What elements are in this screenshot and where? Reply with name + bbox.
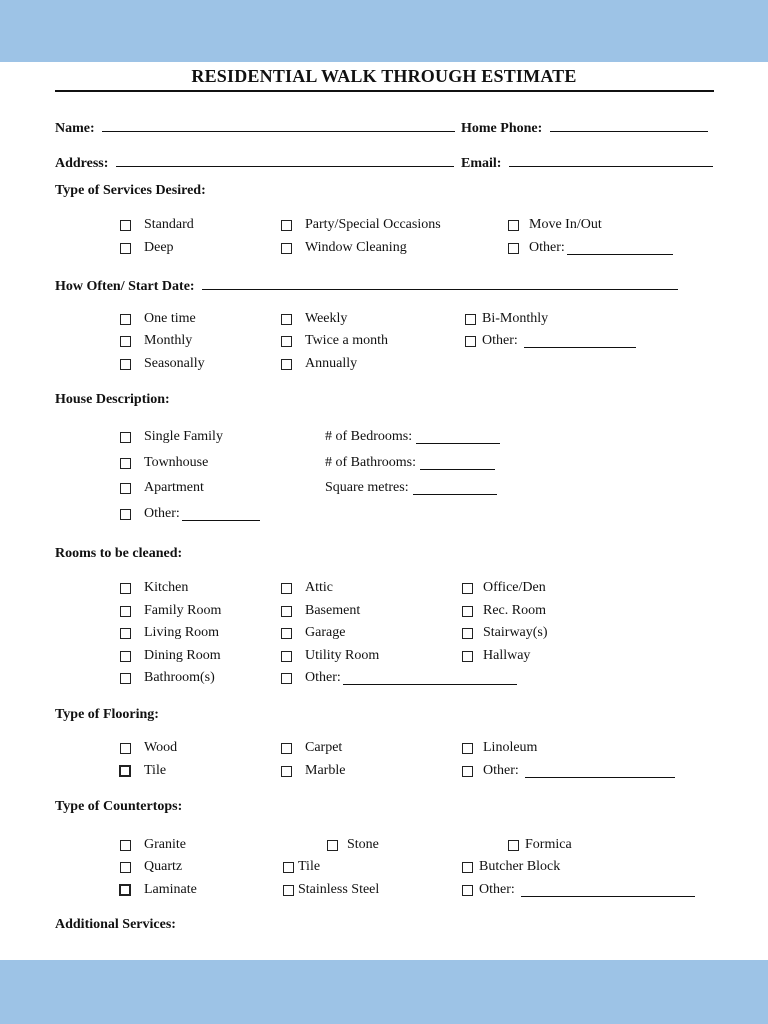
start-date-field[interactable] [202,276,678,290]
countertops-other[interactable]: Other: [462,882,695,898]
checkbox[interactable] [120,628,131,639]
home-phone-row [461,118,708,137]
rooms-option[interactable]: Office/Den [462,580,546,596]
services-heading: Type of Services Desired: [55,183,206,198]
rooms-other[interactable]: Other: [281,670,517,686]
rooms-option[interactable]: Bathroom(s) [120,670,215,686]
house-heading: House Description: [55,392,170,407]
rooms-option[interactable]: Kitchen [120,580,188,596]
checkbox[interactable] [283,862,294,873]
flooring-other[interactable]: Other: [462,763,675,779]
countertops-option[interactable]: Stone [327,837,379,853]
services-option[interactable]: Standard [120,217,194,233]
checkbox[interactable] [120,432,131,443]
checkbox[interactable] [462,628,473,639]
rooms-option[interactable]: Living Room [120,625,219,641]
flooring-option[interactable]: Wood [120,740,177,756]
checkbox[interactable] [281,651,292,662]
checkbox[interactable] [120,606,131,617]
checkbox[interactable] [120,840,131,851]
checkbox[interactable] [462,862,473,873]
checkbox[interactable] [120,583,131,594]
checkbox[interactable] [281,673,292,684]
name-field[interactable] [102,118,455,132]
title-rule [55,90,714,92]
checkbox[interactable] [120,743,131,754]
address-label: Address: [55,156,109,171]
rooms-option[interactable]: Hallway [462,648,530,664]
square-metres-row [325,480,497,496]
checkbox[interactable] [120,336,131,347]
flooring-option[interactable]: Linoleum [462,740,537,756]
frequency-option[interactable]: Bi-Monthly [465,311,548,327]
bathrooms-row [325,455,495,471]
checkbox[interactable] [508,220,519,231]
checkbox[interactable] [120,220,131,231]
square-metres-field[interactable] [413,482,497,495]
checkbox[interactable] [281,583,292,594]
checkbox[interactable] [465,314,476,325]
rooms-option[interactable]: Utility Room [281,648,379,664]
countertops-option[interactable]: Quartz [120,859,182,875]
name-label: Name: [55,121,95,136]
frequency-other-field[interactable] [524,335,636,348]
countertops-other-field[interactable] [521,884,695,897]
rooms-option[interactable]: Basement [281,603,360,619]
bedrooms-label: # of Bedrooms: [325,429,413,444]
rooms-option[interactable]: Family Room [120,603,221,619]
additional-heading: Additional Services: [55,917,176,932]
bathrooms-label: # of Bathrooms: [325,455,416,470]
house-option[interactable]: Townhouse [120,455,208,471]
checkbox[interactable] [462,743,473,754]
checkbox[interactable] [462,583,473,594]
countertops-option[interactable]: Tile [283,859,320,875]
rooms-other-field[interactable] [343,672,517,685]
frequency-option[interactable]: Monthly [120,333,192,349]
checkbox[interactable] [120,862,131,873]
checkbox[interactable] [462,651,473,662]
rooms-option[interactable]: Garage [281,625,345,641]
checkbox[interactable] [120,673,131,684]
countertops-option[interactable]: Butcher Block [462,859,560,875]
frequency-other[interactable]: Other: [465,333,636,349]
checkbox[interactable] [281,336,292,347]
estimate-form [0,62,768,960]
home-phone-label: Home Phone: [461,121,543,136]
flooring-option[interactable]: Tile [119,763,166,779]
checkbox[interactable] [327,840,338,851]
header-band [0,0,768,62]
checkbox[interactable] [119,765,131,777]
services-option[interactable]: Party/Special Occasions [281,217,441,233]
email-row [461,153,713,172]
flooring-option[interactable]: Carpet [281,740,342,756]
house-other[interactable]: Other: [120,506,260,522]
house-other-field[interactable] [182,508,260,521]
rooms-option[interactable]: Stairway(s) [462,625,548,641]
address-row [55,153,454,172]
rooms-option[interactable]: Dining Room [120,648,221,664]
address-field[interactable] [116,153,454,167]
services-other-field[interactable] [567,242,673,255]
frequency-heading: How Often/ Start Date: [55,279,195,294]
frequency-option[interactable]: One time [120,311,196,327]
checkbox[interactable] [281,606,292,617]
home-phone-field[interactable] [550,118,708,132]
countertops-option[interactable]: Formica [508,837,572,853]
checkbox[interactable] [281,220,292,231]
frequency-option[interactable]: Twice a month [281,333,388,349]
checkbox[interactable] [120,359,131,370]
checkbox[interactable] [462,766,473,777]
checkbox[interactable] [120,458,131,469]
rooms-option[interactable]: Attic [281,580,333,596]
frequency-option[interactable]: Seasonally [120,356,205,372]
form-title: RESIDENTIAL WALK THROUGH ESTIMATE [191,66,577,86]
bathrooms-field[interactable] [420,457,495,470]
flooring-heading: Type of Flooring: [55,707,159,722]
services-option[interactable]: Deep [120,240,174,256]
rooms-option[interactable]: Rec. Room [462,603,546,619]
checkbox[interactable] [283,885,294,896]
frequency-row [55,276,678,295]
services-option[interactable]: Move In/Out [508,217,602,233]
checkbox[interactable] [281,359,292,370]
email-field[interactable] [509,153,713,167]
countertops-option[interactable]: Granite [120,837,186,853]
bedrooms-row [325,429,500,445]
services-other[interactable]: Other: [508,240,673,256]
services-option[interactable]: Window Cleaning [281,240,407,256]
checkbox[interactable] [120,314,131,325]
countertops-option[interactable]: Stainless Steel [283,882,379,898]
checkbox[interactable] [281,243,292,254]
checkbox[interactable] [120,483,131,494]
checkbox[interactable] [281,766,292,777]
checkbox[interactable] [120,243,131,254]
countertops-option[interactable]: Laminate [119,882,197,898]
checkbox[interactable] [462,885,473,896]
frequency-option[interactable]: Weekly [281,311,347,327]
checkbox[interactable] [119,884,131,896]
rooms-heading: Rooms to be cleaned: [55,546,183,561]
checkbox[interactable] [120,651,131,662]
square-metres-label: Square metres: [325,480,409,495]
checkbox[interactable] [508,243,519,254]
email-label: Email: [461,156,502,171]
house-option[interactable]: Apartment [120,480,204,496]
checkbox[interactable] [462,606,473,617]
checkbox[interactable] [508,840,519,851]
checkbox[interactable] [120,509,131,520]
frequency-option[interactable]: Annually [281,356,357,372]
flooring-other-field[interactable] [525,765,675,778]
checkbox[interactable] [281,743,292,754]
bedrooms-field[interactable] [416,431,500,444]
flooring-option[interactable]: Marble [281,763,345,779]
checkbox[interactable] [281,314,292,325]
countertops-heading: Type of Countertops: [55,799,183,814]
footer-band [0,960,768,1024]
name-row [55,118,455,137]
house-option[interactable]: Single Family [120,429,223,445]
checkbox[interactable] [281,628,292,639]
checkbox[interactable] [465,336,476,347]
